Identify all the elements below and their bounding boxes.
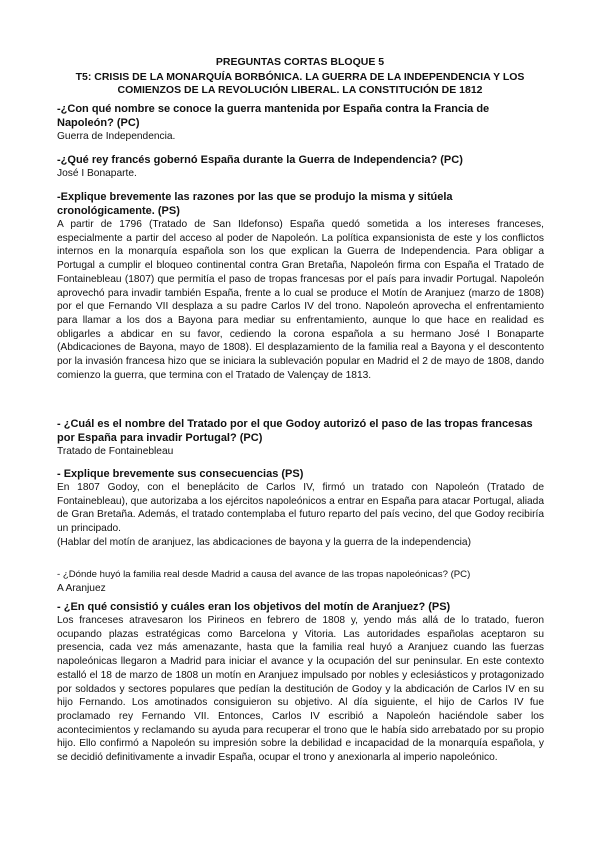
question-1: -¿Con qué nombre se conoce la guerra mantenida por España contra la Francia de Napoleón? (PC) xyxy=(57,103,490,129)
answer-6: A Aranjuez xyxy=(57,582,106,594)
document-subtitle: T5: CRISIS DE LA MONARQUÍA BORBÓNICA. LA GUERRA DE LA INDEPENDENCIA Y LOS COMIENZOS DE LA REVOLUCIÓN LIBERAL. LA CONSTITUCIÓN DE 1812 xyxy=(75,71,525,96)
answer-7: Los franceses atravesaron los Pirineos en febrero de 1808 y, yendo más allá de lo tratado, fueron ocupando plazas estratégicas como Barcelona y Vitoria. Las autoridades españolas aceptaron su presencia, cada vez más amenazante, hasta que la familia real huyó a Aranjuez cuando las fuerzas napoleónicas llegaron a Madrid para iniciar el avance y la ocupación del sur peninsular. En este contexto estalló el 18 de marzo de 1808 un motín en Aranjuez impulsado por nobles y eclesiásticos y protagonizado por soldados y sectores populares que pedían la destitución de Godoy y la abdicación de Carlos IV en su hijo Fernando. Los amotinados consiguieron su objetivo. Al día siguiente, el hijo de Carlos IV fue proclamado rey Fernando VII. Entonces, Carlos IV escribió a Napoleón haciéndole saber los acontecimientos y reclamando su ayuda para recuperar el trono que le había sido arrebatado por su propio hijo. Ello confirmó a Napoleón su impresión sobre la debilidad e incapacidad de la monarquía española, y se decidió definitivamente a invadir España, ocupar el trono y anexionarla al imperio napoleónico. xyxy=(57,615,544,764)
answer-3: A partir de 1796 (Tratado de San Ildefonso) España quedó sometida a los intereses franceses, especialmente a partir del acceso al poder de Napoleón. La política expansionista de este y los conflictos internos en la monarquía española son los que explican la Guerra de Independencia. Para obligar a Portugal a cumplir el bloqueo continental contra Gran Bretaña, Napoleón firma con España el Tratado de Fontainebleau (1807) que permitía el paso de tropas francesas por el país para invadir Portugal. Napoleón aprovechó para invadir también España, frente a lo cual se produce el Motín de Aranjuez (marzo de 1808) por el que Fernando VII desplaza a su padre Carlos IV del trono. Napoleón aprovecha el enfrentamiento para llamar a los dos a Bayona para mediar su enfrentamiento, aunque lo que hace en realidad es obligarles a abdicar en su favor, cediendo la corona española a su hermano José I Bonaparte (Abdicaciones de Bayona, mayo de 1808). El desplazamiento de la familia real a Bayona y el descontento por la invasión francesa hizo que se iniciara la sublevación popular en Madrid el 2 de mayo de 1808, dando comienzo la guerra, que termina con el Tratado de Valençay de 1813. xyxy=(57,219,544,381)
question-2: -¿Qué rey francés gobernó España durante la Guerra de Independencia? (PC) xyxy=(57,154,463,166)
question-5: - Explique brevemente sus consecuencias (PS) xyxy=(57,468,304,480)
question-4: - ¿Cuál es el nombre del Tratado por el que Godoy autorizó el paso de las tropas francesas por España para invadir Portugal? (PC) xyxy=(57,418,533,444)
answer-2: José I Bonaparte. xyxy=(57,168,137,179)
qa-block-3 xyxy=(57,190,544,382)
qa-block-6 xyxy=(57,568,544,595)
answer-4: Tratado de Fontainebleau xyxy=(57,446,174,457)
question-3: -Explique brevemente las razones por las que se produjo la misma y sitúela cronológicamente. (PS) xyxy=(57,191,453,217)
qa-block-5 xyxy=(57,467,544,550)
answer-1: Guerra de Independencia. xyxy=(57,131,176,142)
question-6: - ¿Dónde huyó la familia real desde Madrid a causa del avance de las tropas napoleónicas? (PC) xyxy=(57,569,471,580)
answer-5: En 1807 Godoy, con el beneplácito de Carlos IV, firmó un tratado con Napoleón (Tratado de Fontainebleau), que autorizaba a los ejércitos napoleónicos a entrar en España para atacar Portugal, aliada de Gran Bretaña. Además, el tratado contemplaba el futuro reparto del país vecino, del que Godoy recibiría un principado. xyxy=(57,482,544,535)
qa-block-7 xyxy=(57,600,544,765)
qa-block-4 xyxy=(57,417,544,459)
qa-block-1 xyxy=(57,102,544,144)
qa-block-2 xyxy=(57,153,544,181)
answer-5-note: (Hablar del motín de aranjuez, las abdicaciones de bayona y la guerra de la independencia) xyxy=(57,536,471,548)
document-title: PREGUNTAS CORTAS BLOQUE 5 xyxy=(215,56,385,68)
question-7: - ¿En qué consistió y cuáles eran los objetivos del motín de Aranjuez? (PS) xyxy=(57,601,451,613)
